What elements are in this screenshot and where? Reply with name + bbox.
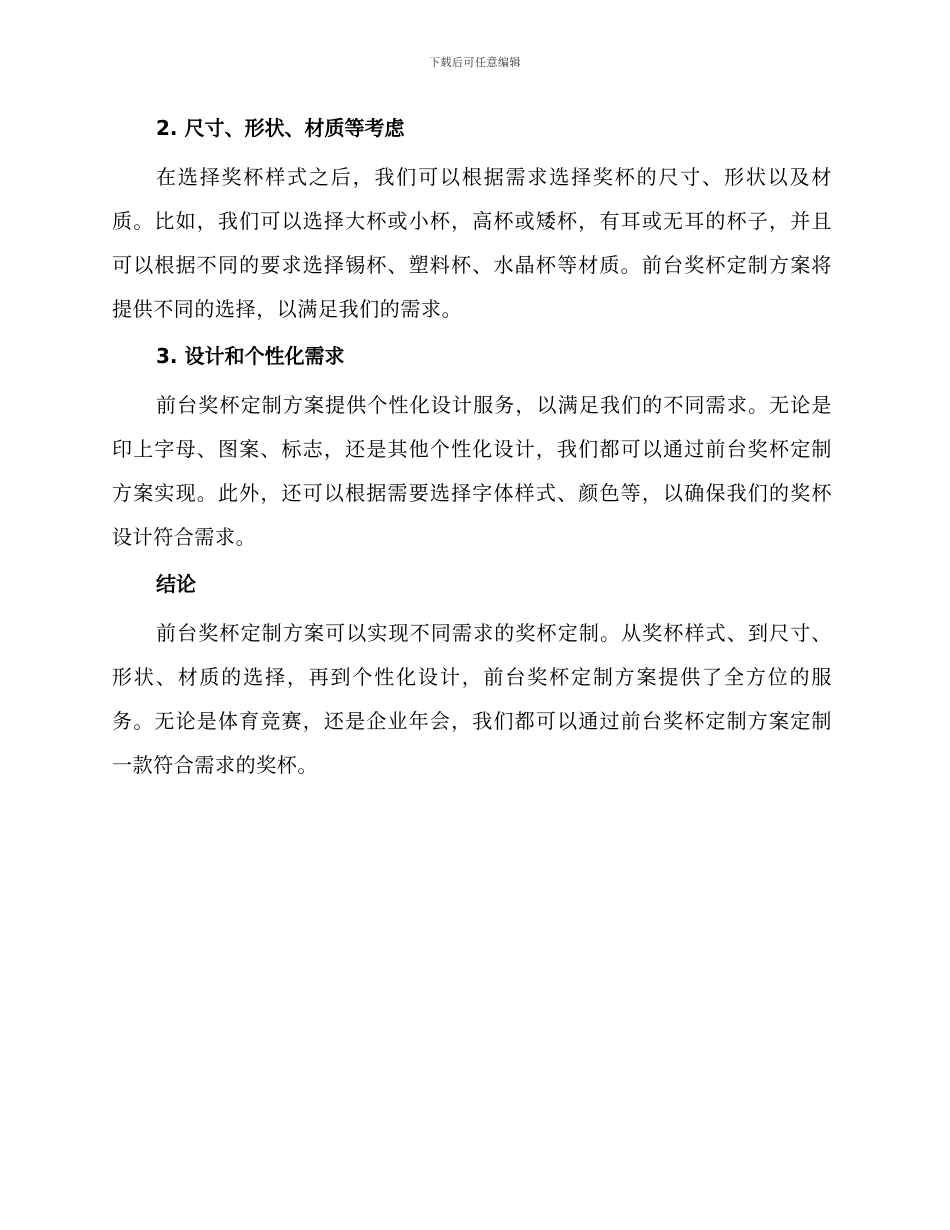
section-heading: 结论 <box>156 572 196 596</box>
document-body <box>112 110 832 794</box>
section-paragraph: 前台奖杯定制方案可以实现不同需求的奖杯定制。从奖杯样式、到尺寸、形状、材质的选择，再到个性化设计，前台奖杯定制方案提供了全方位的服务。无论是体育竞赛，还是企业年会，我们都可以通过前台奖杯定制方案定制一款符合需求的奖杯。 <box>112 621 832 777</box>
page-header-note: 下载后可任意编辑 <box>429 56 521 69</box>
section-design-personalization <box>112 338 832 559</box>
section-heading: 3. 设计和个性化需求 <box>156 344 345 368</box>
section-paragraph: 在选择奖杯样式之后，我们可以根据需求选择奖杯的尺寸、形状以及材质。比如，我们可以选择大杯或小杯，高杯或矮杯，有耳或无耳的杯子，并且可以根据不同的要求选择锡杯、塑料杯、水晶杯等材质。前台奖杯定制方案将提供不同的选择，以满足我们的需求。 <box>112 165 832 321</box>
section-paragraph: 前台奖杯定制方案提供个性化设计服务，以满足我们的不同需求。无论是印上字母、图案、标志，还是其他个性化设计，我们都可以通过前台奖杯定制方案实现。此外，还可以根据需要选择字体样式、颜色等，以确保我们的奖杯设计符合需求。 <box>112 393 832 549</box>
section-size-shape-material <box>112 110 832 331</box>
section-heading: 2. 尺寸、形状、材质等考虑 <box>156 116 405 140</box>
section-conclusion <box>112 566 832 787</box>
